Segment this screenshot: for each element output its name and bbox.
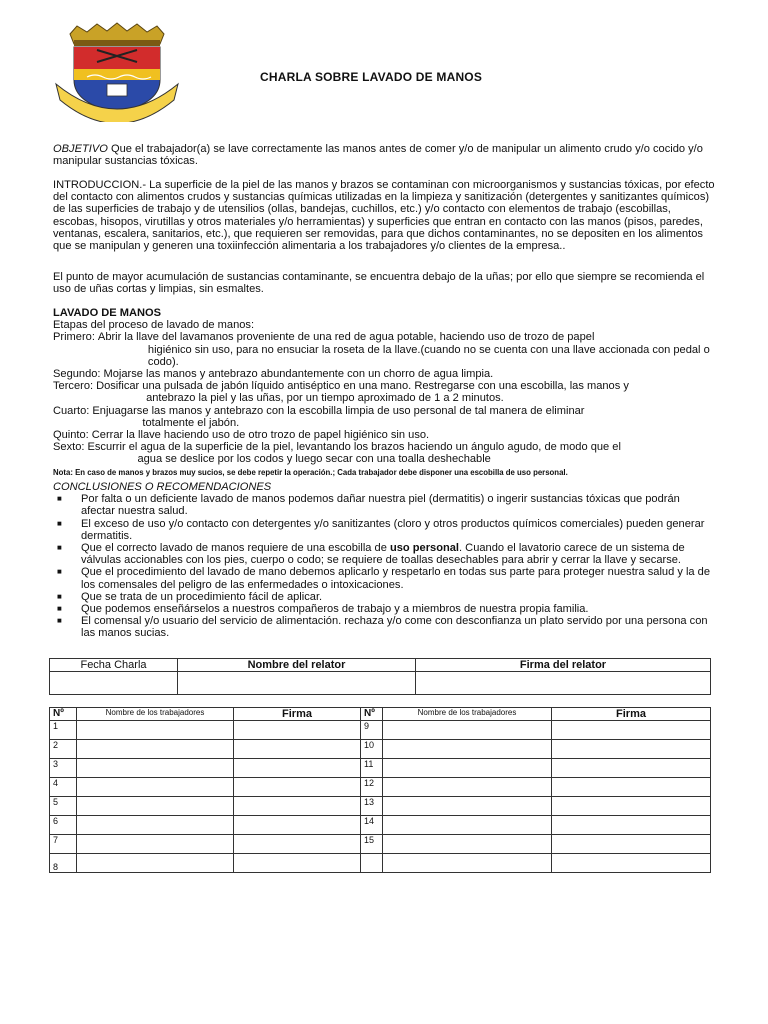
table-row	[50, 816, 711, 835]
bullet-icon: ■	[57, 518, 62, 528]
row-number: 4	[50, 778, 77, 797]
firma-header: Firma	[552, 708, 711, 721]
list-item-text: El exceso de uso y/o contacto con detergentes y/o sanitizantes (cloro y otros productos químicos comerciales) pueden generar dermatitis.	[81, 517, 705, 542]
table-row	[50, 778, 711, 797]
name-cell[interactable]	[383, 854, 552, 873]
signature-cell[interactable]	[552, 740, 711, 759]
signature-cell[interactable]	[234, 816, 361, 835]
objetivo-text: Que el trabajador(a) se lave correctamente las manos antes de comer y/o de manipular un alimento crudo y/o cocido y/o manipular sustancias tóxicas.	[53, 143, 703, 168]
row-number: 5	[50, 797, 77, 816]
step-item	[53, 441, 715, 465]
objetivo-label: OBJETIVO	[53, 143, 108, 155]
row-number: 7	[50, 835, 77, 854]
name-cell[interactable]	[77, 816, 234, 835]
step-text: Enjuagarse las manos y antebrazo con la escobilla limpia de uso personal de tal manera de eliminar	[92, 404, 585, 417]
lavado-heading: LAVADO DE MANOS	[53, 307, 162, 319]
step-label: Cuarto:	[53, 404, 90, 417]
bullet-icon: ■	[57, 616, 62, 626]
name-cell[interactable]	[77, 721, 234, 740]
table-row	[50, 797, 711, 816]
nombre-header: Nombre de los trabajadores	[77, 708, 234, 721]
relator-field[interactable]	[178, 672, 416, 695]
name-cell[interactable]	[383, 816, 552, 835]
signature-cell[interactable]	[234, 778, 361, 797]
row-number: 3	[50, 759, 77, 778]
step-text: Abrir la llave del lavamanos proveniente de una red de agua potable, haciendo uso de trozo de papel	[97, 331, 595, 344]
name-cell[interactable]	[77, 759, 234, 778]
signature-cell[interactable]	[552, 835, 711, 854]
bullet-icon: ■	[57, 543, 62, 553]
list-item-text: Que se trata de un procedimiento fácil de aplicar.	[81, 590, 323, 603]
name-cell[interactable]	[77, 797, 234, 816]
step-item	[53, 405, 715, 429]
list-item-bold: uso personal	[389, 542, 460, 555]
name-cell[interactable]	[77, 854, 234, 873]
lavado-intro: Etapas del proceso de lavado de manos:	[53, 319, 255, 332]
name-cell[interactable]	[383, 740, 552, 759]
firma-relator-field[interactable]	[416, 672, 711, 695]
row-number: 12	[361, 778, 383, 797]
conclusiones-heading: CONCLUSIONES O RECOMENDACIONES	[53, 481, 272, 493]
nota-text: Nota: En caso de manos y brazos muy sucios, se debe repetir la operación.; Cada trabajador debe disponer una escobilla de uso personal.	[53, 467, 568, 477]
no-header: Nº	[50, 708, 77, 721]
list-item-text: Que el procedimiento del lavado de mano debemos aplicarlo y respetarlo en todas sus parte para proteger nuestra salud y la de los comensales del peligro de las enfermedades o intoxicaciones.	[81, 566, 711, 591]
name-cell[interactable]	[383, 759, 552, 778]
relator-header: Nombre del relator	[178, 659, 416, 672]
signature-cell[interactable]	[552, 816, 711, 835]
bullet-icon: ■	[57, 604, 62, 614]
step-label: Tercero:	[53, 380, 94, 393]
row-number	[361, 854, 383, 873]
introduccion-text: INTRODUCCION.- La superficie de la piel de las manos y brazos se contaminan con microorganismos y sustancias tóxicas, por efecto del contacto con alimentos crudos y sustancias químicas utilizadas en la limpieza y sanitización (detergentes y sanitizantes químicos) de las superficies de trabajo y de utensilios (ollas, bandejas, cuchillos, etc.) y/o contacto con elementos de trabajo (escobillas, escobas, hisopos, virutillas y otros materiales y/o herramientas) y superficies que entran en contacto con las manos (pisos, paredes, ventanas, escalera, sanitarios, etc.), que requieren ser removidas, para que dichos contaminantes, no se depositen en los alimentos que se manipulan y generen una toxiinfección alimentaria a los trabajadores y/o clientes de la empresa..	[53, 179, 715, 253]
fecha-header: Fecha Charla	[50, 659, 178, 672]
list-item	[53, 615, 715, 639]
signature-cell[interactable]	[234, 854, 361, 873]
row-number: 10	[361, 740, 383, 759]
crown-icon	[70, 23, 164, 46]
workers-table	[49, 707, 711, 873]
step-continuation: higiénico sin uso, para no ensuciar la roseta de la llave.(cuando no se cuenta con una llave accionada con pedal o codo).	[147, 343, 710, 368]
list-item-text: El comensal y/o usuario del servicio de alimentación. rechaza y/o come con desconfianza un plato servido por una persona con las manos sucias.	[81, 615, 708, 640]
lavado-section	[53, 307, 715, 478]
charla-table	[49, 658, 711, 695]
signature-cell[interactable]	[552, 797, 711, 816]
name-cell[interactable]	[383, 778, 552, 797]
introduccion-section	[53, 179, 715, 252]
step-label: Primero:	[53, 331, 95, 344]
signature-cell[interactable]	[234, 797, 361, 816]
step-text: Dosificar una pulsada de jabón líquido antiséptico en una mano. Restregarse con una escobilla, las manos y	[96, 380, 629, 393]
name-cell[interactable]	[77, 778, 234, 797]
row-number: 14	[361, 816, 383, 835]
fecha-field[interactable]	[50, 672, 178, 695]
conclusiones-section	[53, 481, 715, 640]
list-item-text: Por falta o un deficiente lavado de manos podemos dañar nuestra piel (dermatitis) o ingerir sustancias tóxicas que podrán afectar nuestra salud.	[81, 493, 680, 518]
signature-cell[interactable]	[234, 835, 361, 854]
signature-cell[interactable]	[552, 854, 711, 873]
name-cell[interactable]	[383, 721, 552, 740]
punto-section	[53, 271, 715, 295]
name-cell[interactable]	[77, 740, 234, 759]
table-row	[50, 721, 711, 740]
row-number: 6	[50, 816, 77, 835]
table-row	[50, 854, 711, 873]
signature-cell[interactable]	[552, 778, 711, 797]
row-number: 1	[50, 721, 77, 740]
table-row	[50, 740, 711, 759]
list-item	[53, 566, 715, 590]
name-cell[interactable]	[383, 835, 552, 854]
no-header: Nº	[361, 708, 383, 721]
row-number: 11	[361, 759, 383, 778]
table-row	[50, 759, 711, 778]
name-cell[interactable]	[77, 835, 234, 854]
bullet-icon: ■	[57, 494, 62, 504]
list-item	[53, 493, 715, 517]
signature-cell[interactable]	[234, 759, 361, 778]
conclusiones-list	[53, 493, 715, 639]
row-number: 8	[50, 854, 77, 873]
row-number: 9	[361, 721, 383, 740]
bullet-icon: ■	[57, 591, 62, 601]
firma-relator-header: Firma del relator	[416, 659, 711, 672]
step-item	[53, 368, 715, 380]
row-number: 2	[50, 740, 77, 759]
table-row	[50, 835, 711, 854]
list-item-text-post: . Cuando el lavatorio carece de un sistema de válvulas accionables con los pies, cuerpo o codo; se requiere de toallas desechables para abrir y cerrar la llave y secarse.	[81, 542, 685, 567]
signature-cell[interactable]	[552, 759, 711, 778]
step-label: Segundo:	[53, 368, 101, 381]
step-text: Escurrir el agua de la superficie de la piel, levantando los brazos haciendo un ángulo agudo, de modo que el	[87, 441, 621, 454]
row-number: 15	[361, 835, 383, 854]
step-label: Quinto:	[53, 429, 89, 442]
step-continuation: totalmente el jabón.	[142, 416, 240, 429]
list-item-text: Que podemos enseñárselos a nuestros compañeros de trabajo y a miembros de nuestra propia familia.	[81, 603, 589, 616]
name-cell[interactable]	[383, 797, 552, 816]
objetivo-section	[53, 143, 715, 167]
step-text: Mojarse las manos y antebrazo abundantemente con un chorro de agua limpia.	[103, 368, 494, 381]
step-item	[53, 331, 715, 368]
punto-text: El punto de mayor acumulación de sustancias contaminante, se encuentra debajo de la uñas; por ello que siempre se recomienda el uso de uñas cortas y limpias, sin esmaltes.	[53, 271, 705, 296]
step-label: Sexto:	[53, 441, 85, 454]
step-item	[53, 380, 715, 404]
firma-header: Firma	[234, 708, 361, 721]
step-item	[53, 429, 715, 441]
list-item	[53, 518, 715, 542]
step-text: Cerrar la llave haciendo uso de otro trozo de papel higiénico sin uso.	[91, 429, 430, 442]
page-title: CHARLA SOBRE LAVADO DE MANOS	[260, 70, 483, 84]
nombre-header: Nombre de los trabajadores	[383, 708, 552, 721]
list-item	[53, 591, 715, 603]
list-item	[53, 542, 715, 566]
signature-cell[interactable]	[552, 721, 711, 740]
municipal-logo	[52, 22, 182, 122]
list-item	[53, 603, 715, 615]
step-continuation: antebrazo la piel y las uñas, por un tiempo aproximado de 1 a 2 minutos.	[146, 392, 504, 405]
bullet-icon: ■	[57, 567, 62, 577]
list-item-text: Que el correcto lavado de manos requiere de una escobilla de	[81, 542, 390, 555]
signature-cell[interactable]	[234, 721, 361, 740]
signature-cell[interactable]	[234, 740, 361, 759]
row-number: 13	[361, 797, 383, 816]
shield-icon	[74, 47, 160, 112]
step-continuation: agua se deslice por los codos y luego secar con una toalla deshechable	[137, 453, 491, 466]
